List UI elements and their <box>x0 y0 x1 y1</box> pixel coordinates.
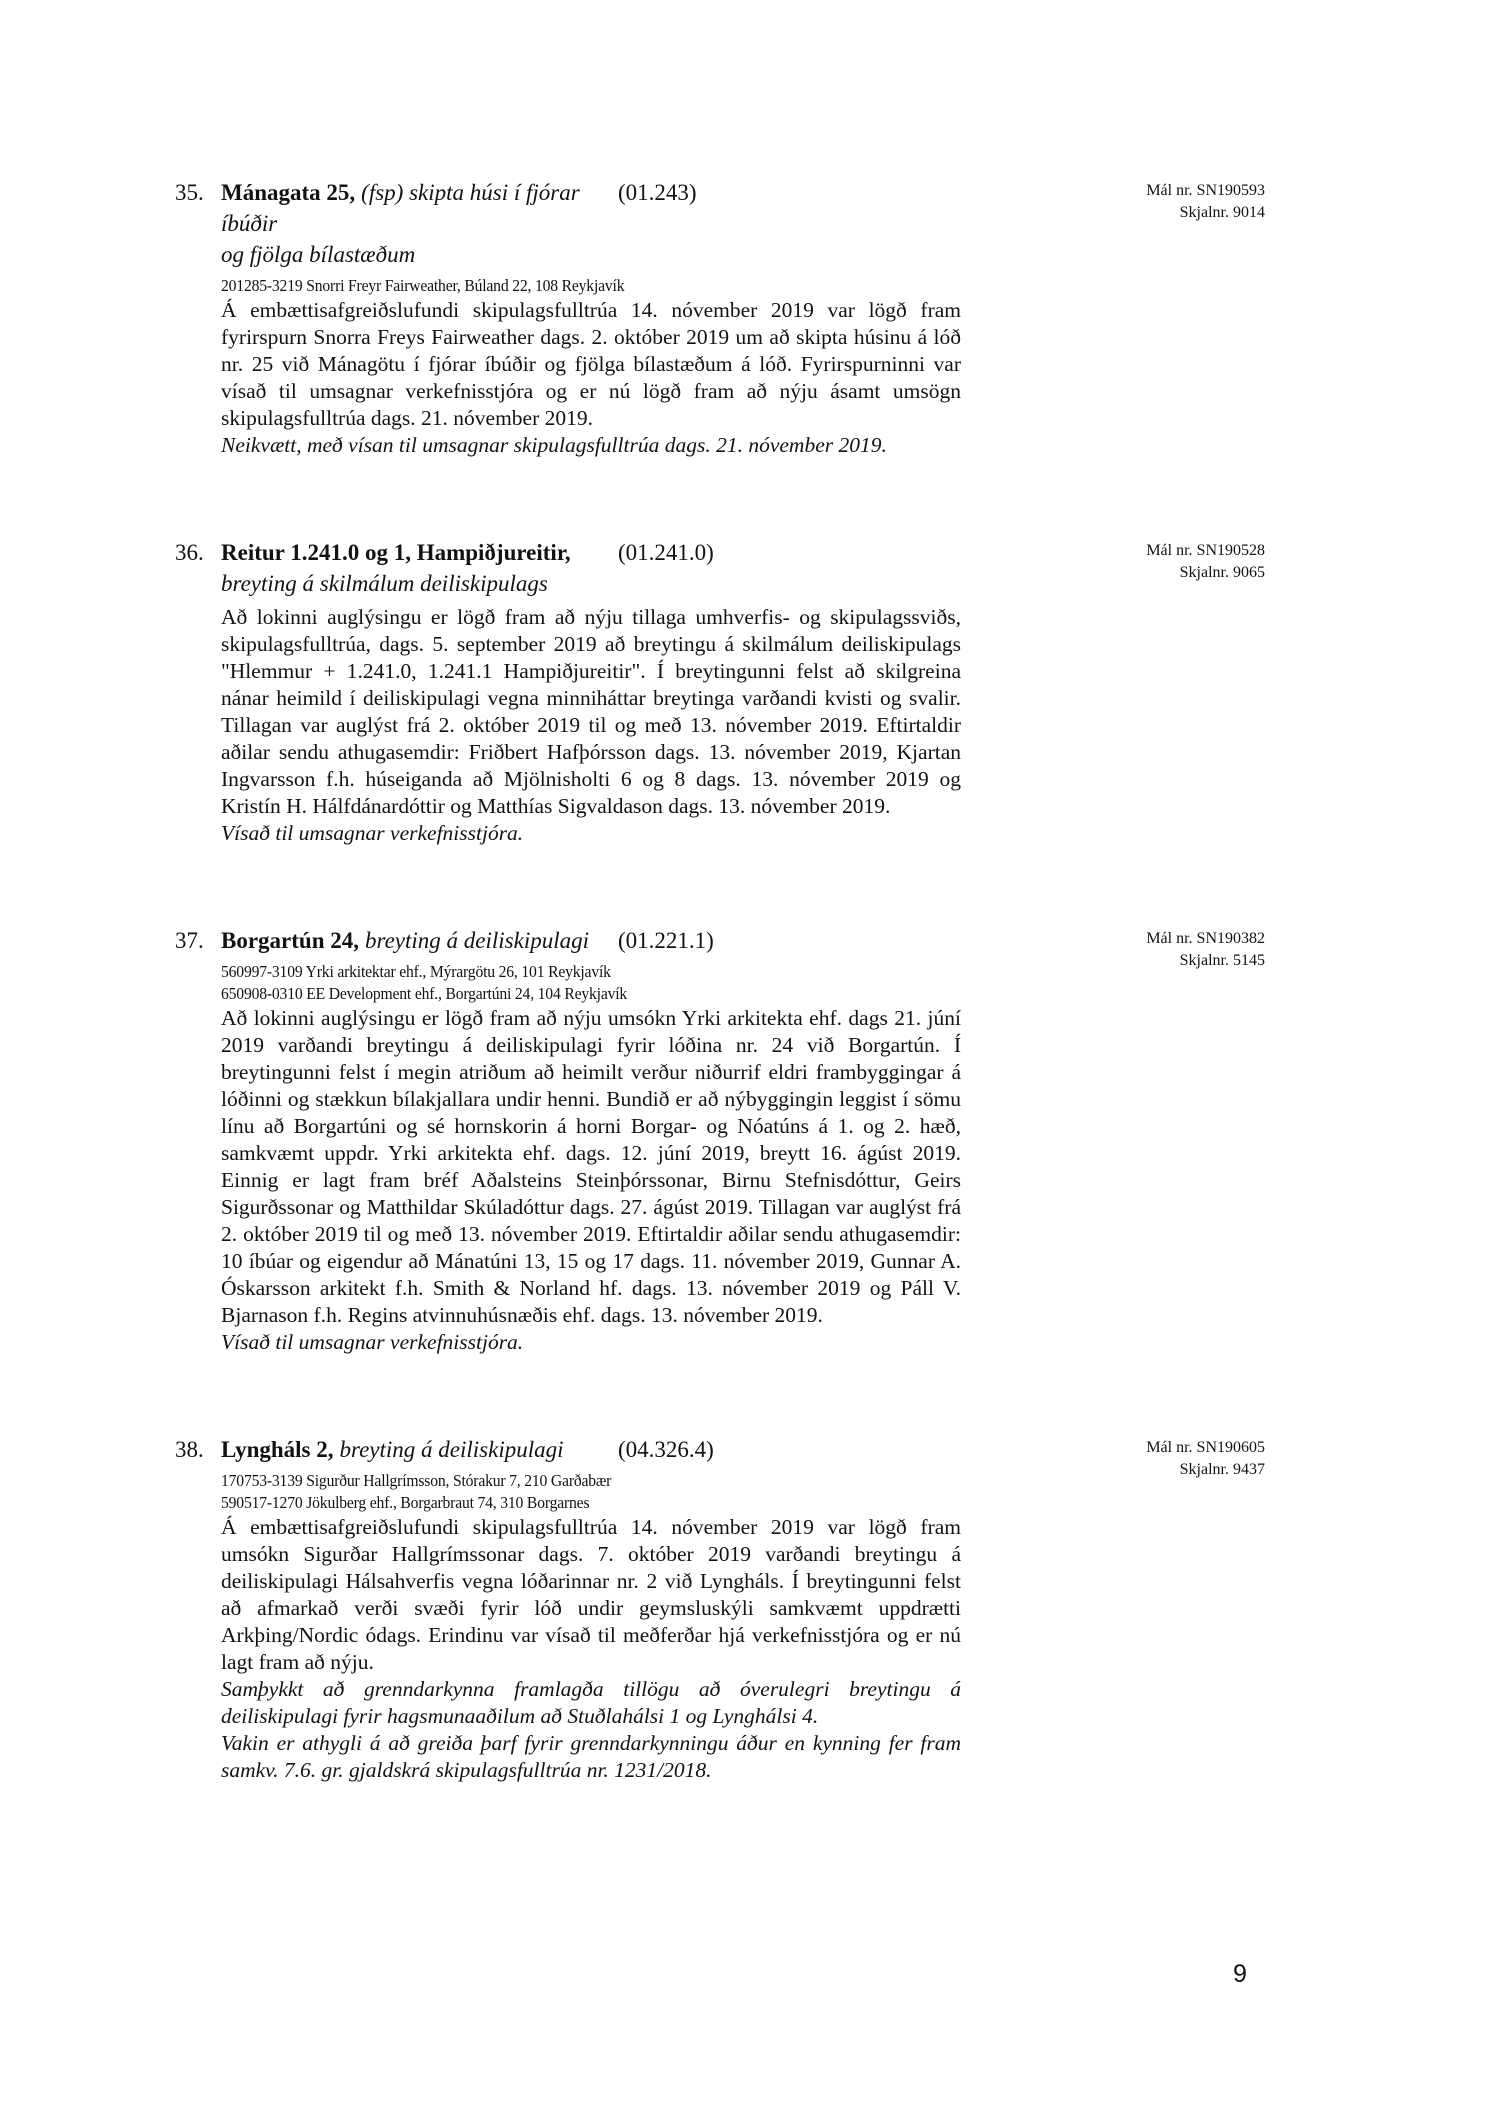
case-meta <box>1146 180 1265 224</box>
item-header <box>175 177 1265 270</box>
item-content <box>221 1470 961 1784</box>
agenda-item-38 <box>175 1434 1265 1784</box>
item-title-line2: og fjölga bílastæðum <box>221 242 416 267</box>
item-body-text: Að lokinni auglýsingu er lögð fram að nýju tillaga umhverfis- og skipulagssviðs, skipulagsfulltrúa, dags. 5. september 2019 að breytingu á skilmálum deiliskipulags "Hlemmur + 1.241.0, 1.241.1 Hampiðjureitir". Í breytingunni felst að skilgreina nánar heimild í deiliskipulagi vegna minniháttar breytinga varðandi kvisti og svalir. Tillagan var auglýst frá 2. október 2019 til og með 13. nóvember 2019. Eftirtaldir aðilar sendu athugasemdir: Friðbert Hafþórsson dags. 13. nóvember 2019, Kjartan Ingvarsson f.h. húseiganda að Mjölnisholti 6 og 8 dags. 13. nóvember 2019 og Kristín H. Hálfdánardóttir og Matthías Sigvaldason dags. 13. nóvember 2019. <box>221 605 961 818</box>
agenda-item-36 <box>175 537 1265 847</box>
registrant-line: 560997-3109 Yrki arkitektar ehf., Mýrargötu 26, 101 Reykjavík <box>221 962 611 981</box>
item-decision: Vísað til umsagnar verkefnisstjóra. <box>221 821 524 845</box>
case-meta <box>1146 928 1265 972</box>
skjal-nr: Skjalnr. 5145 <box>1179 952 1265 969</box>
item-title-bold: Mánagata 25, <box>221 180 356 205</box>
registrant-line: 201285-3219 Snorri Freyr Fairweather, Búland 22, 108 Reykjavík <box>221 276 625 295</box>
item-number: 36. <box>175 540 204 565</box>
item-header <box>175 1434 1265 1478</box>
case-code: (01.241.0) <box>618 540 714 565</box>
case-code: (01.221.1) <box>618 928 714 953</box>
item-number: 35. <box>175 180 204 205</box>
item-body-text: Að lokinni auglýsingu er lögð fram að nýju umsókn Yrki arkitekta ehf. dags 21. júní 2019 varðandi breytingu á deiliskipulagi fyrir lóðina nr. 24 við Borgartún. Í breytingunni felst í megin atriðum að heimilt verður niðurrif eldri frambyggingar á lóðinni og stækkun bílakjallara undir henni. Bundið er að nýbyggingin leggist í sömu línu að Borgartúni og sé hornskorin á horni Borgar- og Nóatúns á 1. og 2. hæð, samkvæmt uppdr. Yrki arkitekta ehf. dags. 12. júní 2019, breytt 16. ágúst 2019. Einnig er lagt fram bréf Aðalsteins Steinþórssonar, Birnu Stefnisdóttur, Geirs Sigurðssonar og Matthildar Skúladóttur dags. 27. ágúst 2019. Tillagan var auglýst frá 2. október 2019 til og með 13. nóvember 2019. Eftirtaldir aðilar sendu athugasemdir: 10 íbúar og eigendur að Mánatúni 13, 15 og 17 dags. 11. nóvember 2019, Gunnar A. Óskarsson arkitekt f.h. Smith & Norland hf. dags. 13. nóvember 2019 og Páll V. Bjarnason f.h. Regins atvinnuhúsnæðis ehf. dags. 13. nóvember 2019. <box>221 1006 961 1327</box>
page-number: 9 <box>1233 1960 1247 1988</box>
item-decision: Neikvætt, með vísan til umsagnar skipulagsfulltrúa dags. 21. nóvember 2019. <box>221 433 887 457</box>
skjal-nr: Skjalnr. 9014 <box>1179 204 1265 221</box>
case-code: (01.243) <box>618 180 697 205</box>
registrants <box>221 961 961 1005</box>
item-title <box>221 177 641 270</box>
item-content <box>221 604 961 847</box>
item-decision: Vakin er athygli á að greiða þarf fyrir grenndarkynningu áður en kynning fer fram samkv. 7.6. gr. gjaldskrá skipulagsfulltrúa nr. 1231/2018. <box>221 1731 961 1782</box>
item-body-text: Á embættisafgreiðslufundi skipulagsfulltrúa 14. nóvember 2019 var lögð fram fyrirspurn Snorra Freys Fairweather dags. 2. október 2019 um að skipta húsinu á lóð nr. 25 við Mánagötu í fjórar íbúðir og fjölga bílastæðum á lóð. Fyrirspurninni var vísað til umsagnar verkefnisstjóra og er nú lögð fram að nýju ásamt umsögn skipulagsfulltrúa dags. 21. nóvember 2019. <box>221 298 961 430</box>
item-title-bold: Borgartún 24, <box>221 928 359 953</box>
item-title <box>221 1434 641 1465</box>
mal-nr: Mál nr. SN190382 <box>1146 930 1265 947</box>
mal-nr: Mál nr. SN190605 <box>1146 1439 1265 1456</box>
item-title-italic: breyting á deiliskipulagi <box>339 1437 564 1462</box>
item-header <box>175 537 1265 599</box>
case-meta <box>1146 1437 1265 1481</box>
agenda-items <box>175 177 1265 1862</box>
registrant-line: 590517-1270 Jökulberg ehf., Borgarbraut 74, 310 Borgarnes <box>221 1493 590 1512</box>
item-decision: Vísað til umsagnar verkefnisstjóra. <box>221 1330 524 1354</box>
mal-nr: Mál nr. SN190593 <box>1146 182 1265 199</box>
item-title <box>221 925 641 956</box>
agenda-item-35 <box>175 177 1265 459</box>
item-title <box>221 537 641 599</box>
item-header <box>175 925 1265 969</box>
item-title-bold: Reitur 1.241.0 og 1, Hampiðjureitir, <box>221 540 571 565</box>
item-title-italic: breyting á deiliskipulagi <box>365 928 590 953</box>
item-number: 37. <box>175 928 204 953</box>
item-decision: Samþykkt að grenndarkynna framlagða tillögu að óverulegri breytingu á deiliskipulagi fyrir hagsmunaaðilum að Stuðlahálsi 1 og Lynghálsi 4. <box>221 1677 961 1728</box>
skjal-nr: Skjalnr. 9437 <box>1179 1461 1265 1478</box>
item-content <box>221 961 961 1356</box>
skjal-nr: Skjalnr. 9065 <box>1179 564 1265 581</box>
item-title-italic: (fsp) skipta húsi í fjórar íbúðir <box>221 180 580 236</box>
mal-nr: Mál nr. SN190528 <box>1146 542 1265 559</box>
case-code: (04.326.4) <box>618 1437 714 1462</box>
item-content <box>221 275 961 459</box>
item-number: 38. <box>175 1437 204 1462</box>
item-title-line2: breyting á skilmálum deiliskipulags <box>221 571 548 596</box>
agenda-item-37 <box>175 925 1265 1356</box>
registrants <box>221 275 961 297</box>
case-meta <box>1146 540 1265 584</box>
registrant-line: 170753-3139 Sigurður Hallgrímsson, Stórakur 7, 210 Garðabær <box>221 1471 612 1490</box>
registrant-line: 650908-0310 EE Development ehf., Borgartúni 24, 104 Reykjavík <box>221 984 628 1003</box>
item-title-bold: Lyngháls 2, <box>221 1437 334 1462</box>
registrants <box>221 1470 961 1514</box>
item-body-text: Á embættisafgreiðslufundi skipulagsfulltrúa 14. nóvember 2019 var lögð fram umsókn Sigurðar Hallgrímssonar dags. 7. október 2019 varðandi breytingu á deiliskipulagi Hálsahverfis vegna lóðarinnar nr. 2 við Lyngháls. Í breytingunni felst að afmarkað verði svæði fyrir lóð undir geymsluskýli samkvæmt uppdrætti Arkþing/Nordic ódags. Erindinu var vísað til meðferðar hjá verkefnisstjóra og er nú lagt fram að nýju. <box>221 1515 961 1674</box>
